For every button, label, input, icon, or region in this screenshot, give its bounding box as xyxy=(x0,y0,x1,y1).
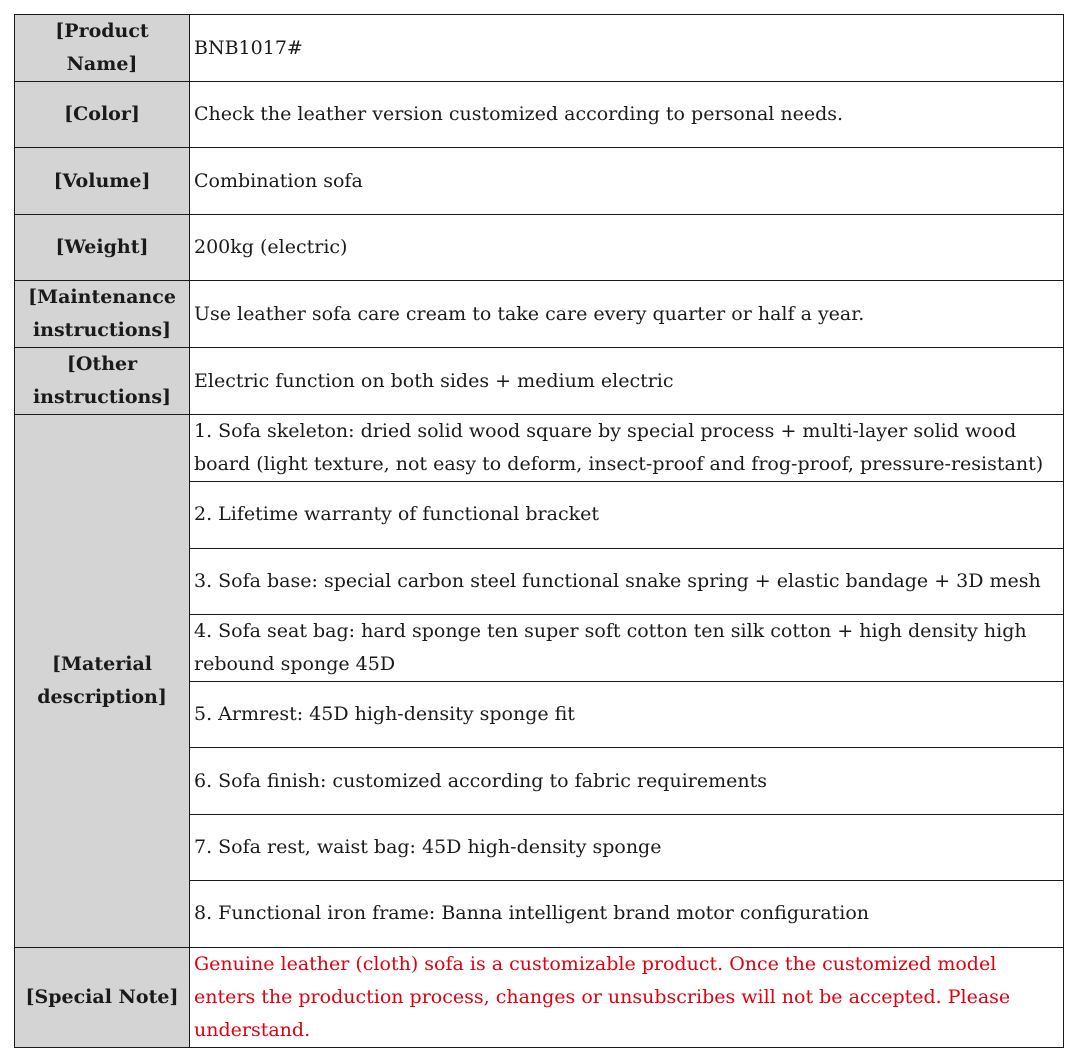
value-weight: 200kg (electric) xyxy=(190,214,1064,280)
value-other-instructions: Electric function on both sides + medium electric xyxy=(190,348,1064,415)
row-maintenance xyxy=(15,281,1064,348)
label-product-name: [Product Name] xyxy=(15,15,190,82)
row-other-instructions xyxy=(15,348,1064,415)
label-maintenance: [Maintenance instructions] xyxy=(15,281,190,348)
material-item: 6. Sofa finish: customized according to fabric requirements xyxy=(190,748,1064,814)
material-item: 4. Sofa seat bag: hard sponge ten super soft cotton ten silk cotton + high density high rebound sponge 45D xyxy=(190,614,1064,681)
row-special-note xyxy=(15,947,1064,1047)
material-item: 2. Lifetime warranty of functional bracket xyxy=(190,482,1064,548)
product-spec-table xyxy=(14,14,1064,1048)
material-item: 7. Sofa rest, waist bag: 45D high-density sponge xyxy=(190,814,1064,880)
value-special-note: Genuine leather (cloth) sofa is a customizable product. Once the customized model enters the production process, changes or unsubscribes will not be accepted. Please understand. xyxy=(190,947,1064,1047)
material-item: 5. Armrest: 45D high-density sponge fit xyxy=(190,681,1064,747)
label-special-note: [Special Note] xyxy=(15,947,190,1047)
label-color: [Color] xyxy=(15,82,190,148)
label-material-description: [Material description] xyxy=(15,415,190,947)
value-color: Check the leather version customized according to personal needs. xyxy=(190,82,1064,148)
row-weight xyxy=(15,214,1064,280)
value-product-name: BNB1017# xyxy=(190,15,1064,82)
value-maintenance: Use leather sofa care cream to take care every quarter or half a year. xyxy=(190,281,1064,348)
material-item: 8. Functional iron frame: Banna intelligent brand motor configuration xyxy=(190,881,1064,947)
row-material-1 xyxy=(15,415,1064,482)
material-item: 3. Sofa base: special carbon steel functional snake spring + elastic bandage + 3D mesh xyxy=(190,548,1064,614)
value-volume: Combination sofa xyxy=(190,148,1064,214)
row-volume xyxy=(15,148,1064,214)
row-product-name xyxy=(15,15,1064,82)
label-volume: [Volume] xyxy=(15,148,190,214)
row-color xyxy=(15,82,1064,148)
label-other-instructions: [Other instructions] xyxy=(15,348,190,415)
label-weight: [Weight] xyxy=(15,214,190,280)
material-item: 1. Sofa skeleton: dried solid wood square by special process + multi-layer solid wood board (light texture, not easy to deform, insect-proof and frog-proof, pressure-resistant) xyxy=(190,415,1064,482)
